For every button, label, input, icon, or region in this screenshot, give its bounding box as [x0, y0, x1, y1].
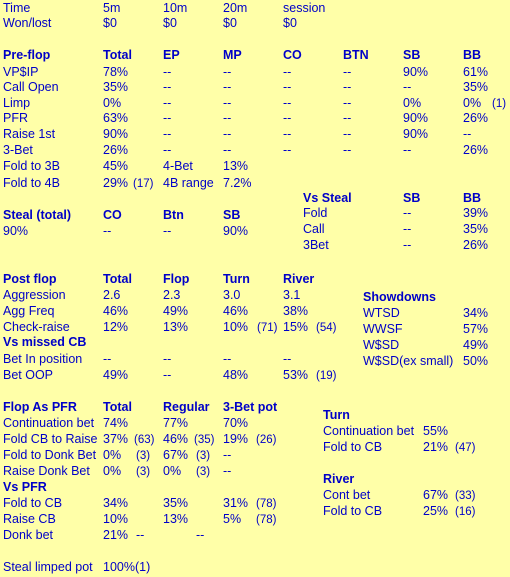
turn-title: Turn — [323, 408, 350, 422]
preflop-title: Pre-flop — [3, 48, 51, 62]
steal-col-sb: SB — [223, 208, 241, 222]
cell-total: 0% — [103, 448, 122, 462]
aggression-flop: 2.3 — [163, 288, 181, 302]
cell-total: 78% — [103, 65, 129, 79]
preflop-col-total: Total — [103, 48, 132, 62]
row-label: Call Open — [3, 80, 59, 94]
bet-in-position-river: -- — [283, 352, 292, 366]
cell-bb: 26% — [463, 143, 489, 157]
won-lost-label: Won/lost — [3, 16, 52, 30]
river-cbet-count: (33) — [455, 490, 476, 502]
agg-freq-label: Agg Freq — [3, 304, 55, 318]
vs-steal-3bet-sb: -- — [403, 238, 412, 252]
flop-pfr-title: Flop As PFR — [3, 400, 77, 414]
four-bet-value: 13% — [223, 159, 249, 173]
river-cbet-value: 67% — [423, 488, 449, 502]
vs-steal-3bet-label: 3Bet — [303, 238, 329, 252]
row-label: PFR — [3, 111, 28, 125]
agg-freq-flop: 49% — [163, 304, 189, 318]
cell-3bet: 19% — [223, 432, 249, 446]
cell-mp: -- — [223, 143, 232, 157]
turn-fold-cb-label: Fold to CB — [323, 440, 383, 454]
check-raise-turn: 10% — [223, 320, 249, 334]
cell-regular: 77% — [163, 416, 189, 430]
cell-btn: -- — [343, 111, 352, 125]
bet-oop-turn: 48% — [223, 368, 249, 382]
cell-sb: 90% — [403, 65, 429, 79]
cell-total: 90% — [103, 127, 129, 141]
check-raise-river: 15% — [283, 320, 309, 334]
cell-3bet: 5% — [223, 512, 242, 526]
cell-total: 26% — [103, 143, 129, 157]
cell-total-count: (3) — [136, 450, 151, 462]
check-raise-flop: 13% — [163, 320, 189, 334]
cell-mp: -- — [223, 65, 232, 79]
steal-col-btn: Btn — [163, 208, 184, 222]
cell-total: 0% — [103, 96, 122, 110]
bet-in-position-flop: -- — [163, 352, 172, 366]
agg-freq-total: 46% — [103, 304, 129, 318]
vs-steal-call-sb: -- — [403, 222, 412, 236]
aggression-turn: 3.0 — [223, 288, 241, 302]
vs-missed-cb-title: Vs missed CB — [3, 335, 87, 349]
flop-pfr-col-total: Total — [103, 400, 132, 414]
steal-col-co: CO — [103, 208, 122, 222]
cell-sb: -- — [403, 143, 412, 157]
cell-total: 63% — [103, 111, 129, 125]
postflop-title: Post flop — [3, 272, 57, 286]
row-label: Donk bet — [3, 528, 54, 542]
cell-regular-count: (3) — [196, 466, 211, 478]
bet-oop-flop: -- — [163, 368, 172, 382]
row-label: 3-Bet — [3, 143, 33, 157]
wsd-ex-small-value: 50% — [463, 354, 489, 368]
agg-freq-turn: 46% — [223, 304, 249, 318]
cell-ep: -- — [163, 111, 172, 125]
cell-bb: 61% — [463, 65, 489, 79]
postflop-col-total: Total — [103, 272, 132, 286]
cell-total-count: (63) — [134, 434, 155, 446]
cell-co: -- — [283, 80, 292, 94]
four-bet-range-label: 4B range — [163, 176, 214, 190]
agg-freq-river: 38% — [283, 304, 309, 318]
cell-bb: 26% — [463, 111, 489, 125]
cell-co: -- — [283, 127, 292, 141]
steal-title: Steal (total) — [3, 208, 72, 222]
vs-pfr-title: Vs PFR — [3, 480, 47, 494]
fold-to-4b-value: 29% — [103, 176, 129, 190]
row-label: Fold to Donk Bet — [3, 448, 97, 462]
cell-regular: 35% — [163, 496, 189, 510]
river-cbet-label: Cont bet — [323, 488, 371, 502]
row-label: Raise Donk Bet — [3, 464, 90, 478]
cell-btn: -- — [343, 80, 352, 94]
steal-total-value: 90% — [3, 224, 29, 238]
cell-total: 34% — [103, 496, 129, 510]
bet-oop-total: 49% — [103, 368, 129, 382]
cell-co: -- — [283, 111, 292, 125]
wsd-value: 49% — [463, 338, 489, 352]
river-fold-cb-value: 25% — [423, 504, 449, 518]
won-lost-session: $0 — [283, 16, 297, 30]
four-bet-range-value: 7.2% — [223, 176, 252, 190]
check-raise-turn-count: (71) — [257, 322, 278, 334]
steal-btn-value: -- — [163, 224, 172, 238]
cell-3bet-count: (78) — [256, 514, 277, 526]
flop-pfr-col-regular: Regular — [163, 400, 210, 414]
cell-sb: 90% — [403, 127, 429, 141]
cell-regular-count: (35) — [194, 434, 215, 446]
steal-limped-label: Steal limped pot — [3, 560, 93, 574]
four-bet-label: 4-Bet — [163, 159, 193, 173]
postflop-col-flop: Flop — [163, 272, 190, 286]
check-raise-river-count: (54) — [316, 322, 337, 334]
cell-regular: 13% — [163, 512, 189, 526]
row-label: VP$IP — [3, 65, 39, 79]
river-title: River — [323, 472, 355, 486]
row-label: Continuation bet — [3, 416, 95, 430]
steal-co-value: -- — [103, 224, 112, 238]
bet-oop-label: Bet OOP — [3, 368, 54, 382]
vs-steal-fold-sb: -- — [403, 206, 412, 220]
vs-steal-col-bb: BB — [463, 191, 482, 205]
cell-btn: -- — [343, 96, 352, 110]
turn-cbet-value: 55% — [423, 424, 449, 438]
river-fold-cb-label: Fold to CB — [323, 504, 383, 518]
cell-3bet-count: (26) — [256, 434, 277, 446]
bet-in-position-total: -- — [103, 352, 112, 366]
cell-3bet: -- — [223, 464, 232, 478]
cell-sb: 0% — [403, 96, 422, 110]
aggression-total: 2.6 — [103, 288, 121, 302]
row-label: Raise 1st — [3, 127, 56, 141]
wtsd-label: WTSD — [363, 306, 400, 320]
cell-btn: -- — [343, 65, 352, 79]
won-lost-10m: $0 — [163, 16, 177, 30]
cell-bb-count: (1) — [492, 98, 507, 110]
preflop-col-bb: BB — [463, 48, 482, 62]
preflop-col-co: CO — [283, 48, 302, 62]
cell-total: 37% — [103, 432, 129, 446]
turn-fold-cb-value: 21% — [423, 440, 449, 454]
cell-regular: 67% — [163, 448, 189, 462]
cell-btn: -- — [343, 127, 352, 141]
cell-bb: 0% — [463, 96, 482, 110]
cell-mp: -- — [223, 111, 232, 125]
cell-mp: -- — [223, 127, 232, 141]
cell-regular: 46% — [163, 432, 189, 446]
cell-mp: -- — [223, 96, 232, 110]
vs-steal-call-label: Call — [303, 222, 325, 236]
cell-regular-count: (3) — [196, 450, 211, 462]
cell-sb: -- — [403, 80, 412, 94]
vs-steal-fold-bb: 39% — [463, 206, 489, 220]
river-fold-cb-count: (16) — [455, 506, 476, 518]
won-lost-5m: $0 — [103, 16, 117, 30]
preflop-col-mp: MP — [223, 48, 242, 62]
check-raise-label: Check-raise — [3, 320, 70, 334]
fold-to-3b-label: Fold to 3B — [3, 159, 60, 173]
cell-total: 74% — [103, 416, 129, 430]
vs-steal-title: Vs Steal — [303, 191, 352, 205]
vs-steal-col-sb: SB — [403, 191, 421, 205]
postflop-col-river: River — [283, 272, 315, 286]
check-raise-total: 12% — [103, 320, 129, 334]
cell-bb: 35% — [463, 80, 489, 94]
row-label: Fold CB to Raise — [3, 432, 98, 446]
col-5m: 5m — [103, 1, 121, 15]
cell-sb: 90% — [403, 111, 429, 125]
cell-co: -- — [283, 96, 292, 110]
cell-3bet: -- — [196, 528, 205, 542]
preflop-col-btn: BTN — [343, 48, 369, 62]
bet-in-position-turn: -- — [223, 352, 232, 366]
vs-steal-3bet-bb: 26% — [463, 238, 489, 252]
cell-total: 0% — [103, 464, 122, 478]
preflop-col-ep: EP — [163, 48, 180, 62]
row-label: Fold to CB — [3, 496, 63, 510]
row-label: Raise CB — [3, 512, 56, 526]
cell-total-count: (3) — [136, 466, 151, 478]
bet-in-position-label: Bet In position — [3, 352, 83, 366]
cell-ep: -- — [163, 96, 172, 110]
cell-ep: -- — [163, 143, 172, 157]
aggression-river: 3.1 — [283, 288, 301, 302]
postflop-col-turn: Turn — [223, 272, 250, 286]
cell-ep: -- — [163, 80, 172, 94]
cell-mp: -- — [223, 80, 232, 94]
turn-cbet-label: Continuation bet — [323, 424, 415, 438]
col-20m: 20m — [223, 1, 248, 15]
row-label: Limp — [3, 96, 31, 110]
cell-total: 35% — [103, 80, 129, 94]
cell-ep: -- — [163, 127, 172, 141]
cell-regular: -- — [136, 528, 145, 542]
cell-3bet-count: (78) — [256, 498, 277, 510]
cell-3bet: 31% — [223, 496, 249, 510]
wtsd-value: 34% — [463, 306, 489, 320]
fold-to-3b-value: 45% — [103, 159, 129, 173]
cell-co: -- — [283, 143, 292, 157]
steal-sb-value: 90% — [223, 224, 249, 238]
turn-fold-cb-count: (47) — [455, 442, 476, 454]
wwsf-label: WWSF — [363, 322, 403, 336]
fold-to-4b-count: (17) — [133, 178, 154, 190]
showdowns-title: Showdowns — [363, 290, 436, 304]
col-10m: 10m — [163, 1, 188, 15]
fold-to-4b-label: Fold to 4B — [3, 176, 60, 190]
time-label: Time — [3, 1, 31, 15]
cell-btn: -- — [343, 143, 352, 157]
vs-steal-call-bb: 35% — [463, 222, 489, 236]
cell-co: -- — [283, 65, 292, 79]
cell-ep: -- — [163, 65, 172, 79]
cell-3bet: 70% — [223, 416, 249, 430]
preflop-col-sb: SB — [403, 48, 421, 62]
wsd-ex-small-label: W$SD(ex small) — [363, 354, 454, 368]
cell-total: 10% — [103, 512, 129, 526]
flop-pfr-col-3bet: 3-Bet pot — [223, 400, 278, 414]
cell-3bet: -- — [223, 448, 232, 462]
col-session: session — [283, 1, 326, 15]
cell-regular: 0% — [163, 464, 182, 478]
cell-bb: -- — [463, 127, 472, 141]
cell-total: 21% — [103, 528, 129, 542]
won-lost-20m: $0 — [223, 16, 237, 30]
aggression-label: Aggression — [3, 288, 66, 302]
wwsf-value: 57% — [463, 322, 489, 336]
vs-steal-fold-label: Fold — [303, 206, 328, 220]
wsd-label: W$SD — [363, 338, 400, 352]
steal-limped-value: 100%(1) — [103, 560, 151, 574]
bet-oop-river-count: (19) — [316, 370, 337, 382]
bet-oop-river: 53% — [283, 368, 309, 382]
